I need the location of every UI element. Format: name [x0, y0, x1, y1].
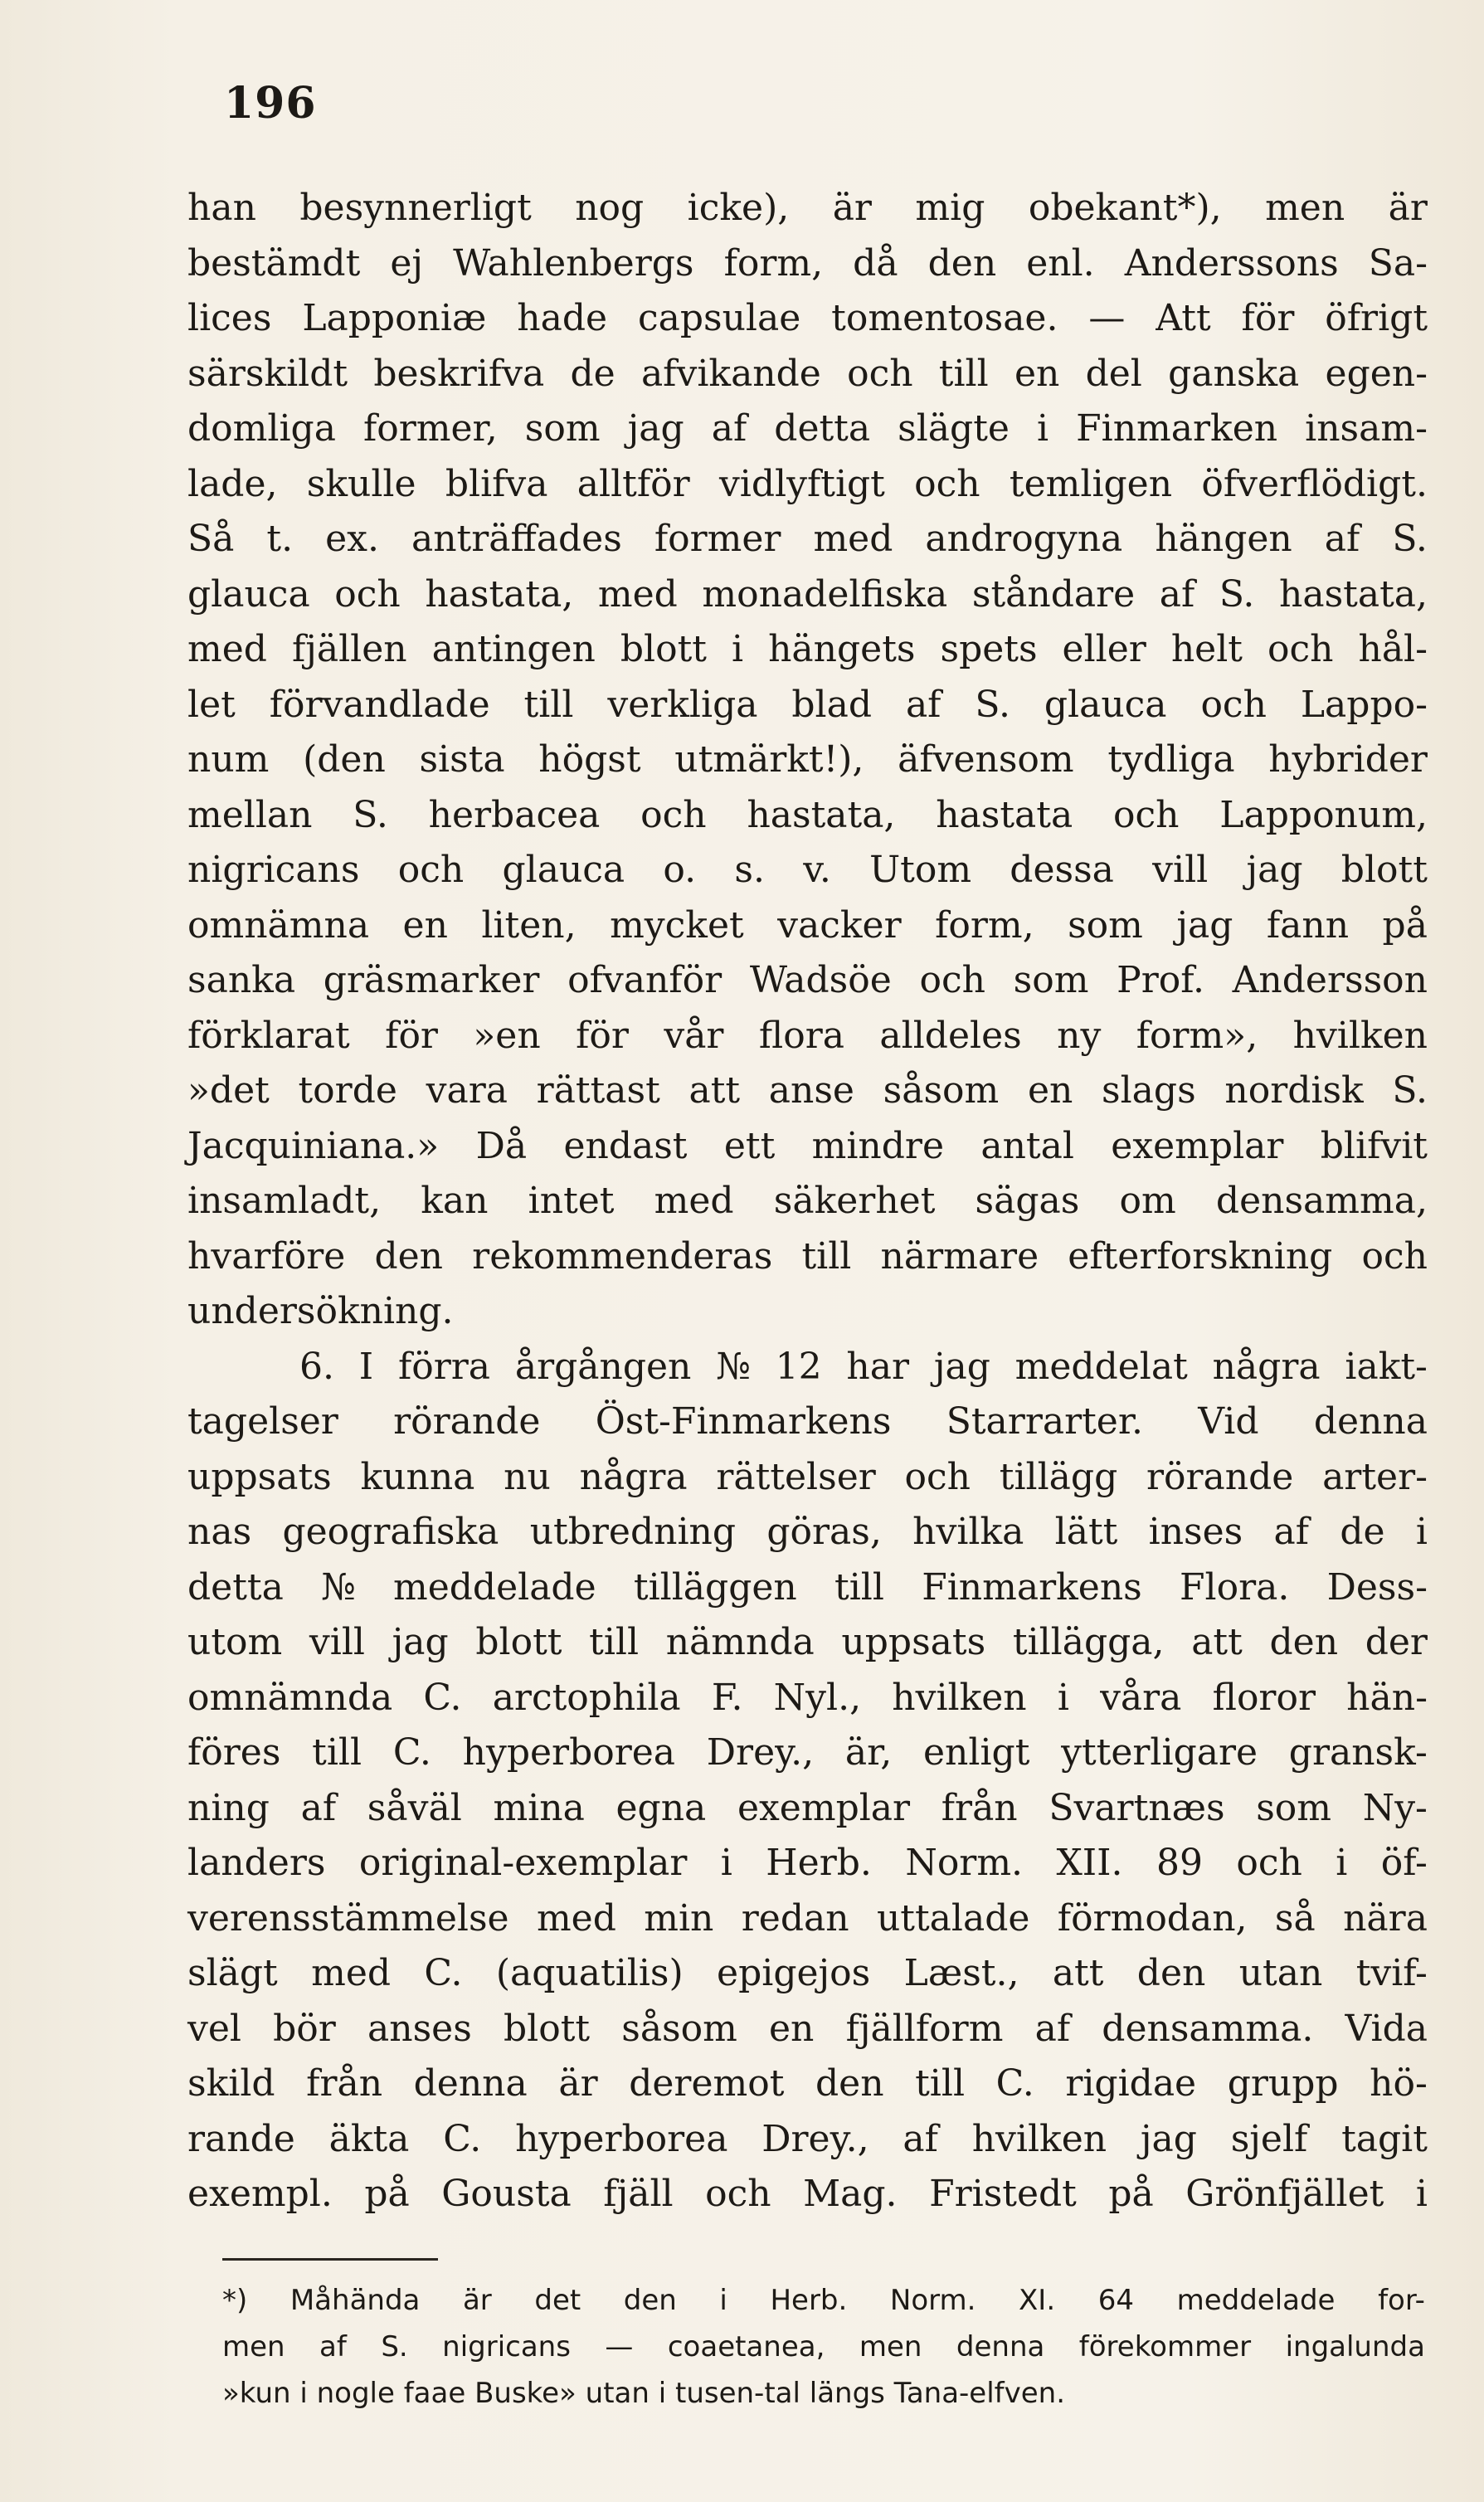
body-line: uppsats kunna nu några rättelser och tillägg rörande arter- [187, 1455, 1428, 1498]
body-line: omnämna en liten, mycket vacker form, som jag fann på [187, 903, 1428, 947]
body-line: Så t. ex. anträffades former med androgyna hängen af S. [187, 518, 1428, 560]
body-line: let förvandlade till verkliga blad af S. glauca och Lappo- [187, 683, 1428, 726]
footnote-line: »kun i nogle faae Buske» utan i tusen-tal längs Tana-elfven. [222, 2377, 1066, 2410]
body-text [187, 181, 1428, 2222]
body-line: förklarat för »en för vår flora alldeles ny form», hvilken [187, 1014, 1428, 1057]
body-line: exempl. på Gousta fjäll och Mag. Fristedt på Grönfjället i [187, 2173, 1428, 2215]
page-number: 196 [224, 78, 317, 129]
body-line: tagelser rörande Öst-Finmarkens Starrarter. Vid denna [187, 1400, 1428, 1443]
body-line: föres till C. hyperborea Drey., är, enligt ytterligare gransk- [187, 1731, 1428, 1774]
body-line: Jacquiniana.» Då endast ett mindre antal exemplar blifvit [187, 1124, 1428, 1167]
body-line: mellan S. herbacea och hastata, hastata och Lapponum, [187, 793, 1428, 836]
body-line: hvarföre den rekommenderas till närmare efterforskning och [187, 1234, 1428, 1278]
body-line: glauca och hastata, med monadelfiska ståndare af S. hastata, [187, 572, 1428, 616]
body-line: landers original-exemplar i Herb. Norm. XII. 89 och i öf- [187, 1842, 1428, 1884]
body-line: skild från denna är deremot den till C. rigidae grupp hö- [187, 2062, 1428, 2105]
body-line: undersökning. [187, 1290, 454, 1332]
body-line: rande äkta C. hyperborea Drey., af hvilken jag sjelf tagit [187, 2117, 1428, 2160]
body-line: num (den sista högst utmärkt!), äfvensom tydliga hybrider [187, 738, 1428, 781]
body-line: slägt med C. (aquatilis) epigejos Læst., att den utan tvif- [187, 1952, 1428, 1994]
body-line: nigricans och glauca o. s. v. Utom dessa vill jag blott [187, 849, 1428, 891]
body-line: detta № meddelade tilläggen till Finmarkens Flora. Dess- [187, 1565, 1428, 1609]
body-line: 6. I förra årgången № 12 har jag meddelat några iakt- [299, 1345, 1428, 1388]
body-line: »det torde vara rättast att anse såsom en slags nordisk S. [187, 1069, 1428, 1112]
body-line: bestämdt ej Wahlenbergs form, då den enl. Anderssons Sa- [187, 241, 1428, 285]
body-line: utom vill jag blott till nämnda uppsats tillägga, att den der [187, 1621, 1428, 1663]
body-line: ning af såväl mina egna exemplar från Svartnæs som Ny- [187, 1786, 1428, 1829]
body-line: sanka gräsmarker ofvanför Wadsöe och som Prof. Andersson [187, 959, 1428, 1001]
body-line: vel bör anses blott såsom en fjällform af densamma. Vida [187, 2007, 1428, 2050]
body-line: nas geografiska utbredning göras, hvilka lätt inses af de i [187, 1511, 1428, 1553]
body-line: han besynnerligt nog icke), är mig obekant*), men är [187, 187, 1428, 229]
footnote [222, 2277, 1425, 2417]
footnote-line: men af S. nigricans — coaetanea, men denna förekommer ingalunda [222, 2330, 1425, 2363]
footnote-line: *) Måhända är det den i Herb. Norm. XI. 64 meddelade for- [222, 2284, 1425, 2317]
body-line: omnämnda C. arctophila F. Nyl., hvilken i våra floror hän- [187, 1676, 1428, 1719]
body-line: domliga former, som jag af detta slägte i Finmarken insam- [187, 407, 1428, 450]
body-line: lices Lapponiæ hade capsulae tomentosae. — Att för öfrigt [187, 297, 1428, 339]
body-line: lade, skulle blifva alltför vidlyftigt och temligen öfverflödigt. [187, 462, 1428, 505]
body-line: verensstämmelse med min redan uttalade förmodan, så nära [187, 1896, 1428, 1940]
body-line: särskildt beskrifva de afvikande och till en del ganska egen- [187, 352, 1428, 395]
body-line: med fjällen antingen blott i hängets spets eller helt och hål- [187, 628, 1428, 670]
footnote-divider [222, 2258, 438, 2261]
body-line: insamladt, kan intet med säkerhet sägas om densamma, [187, 1180, 1428, 1222]
